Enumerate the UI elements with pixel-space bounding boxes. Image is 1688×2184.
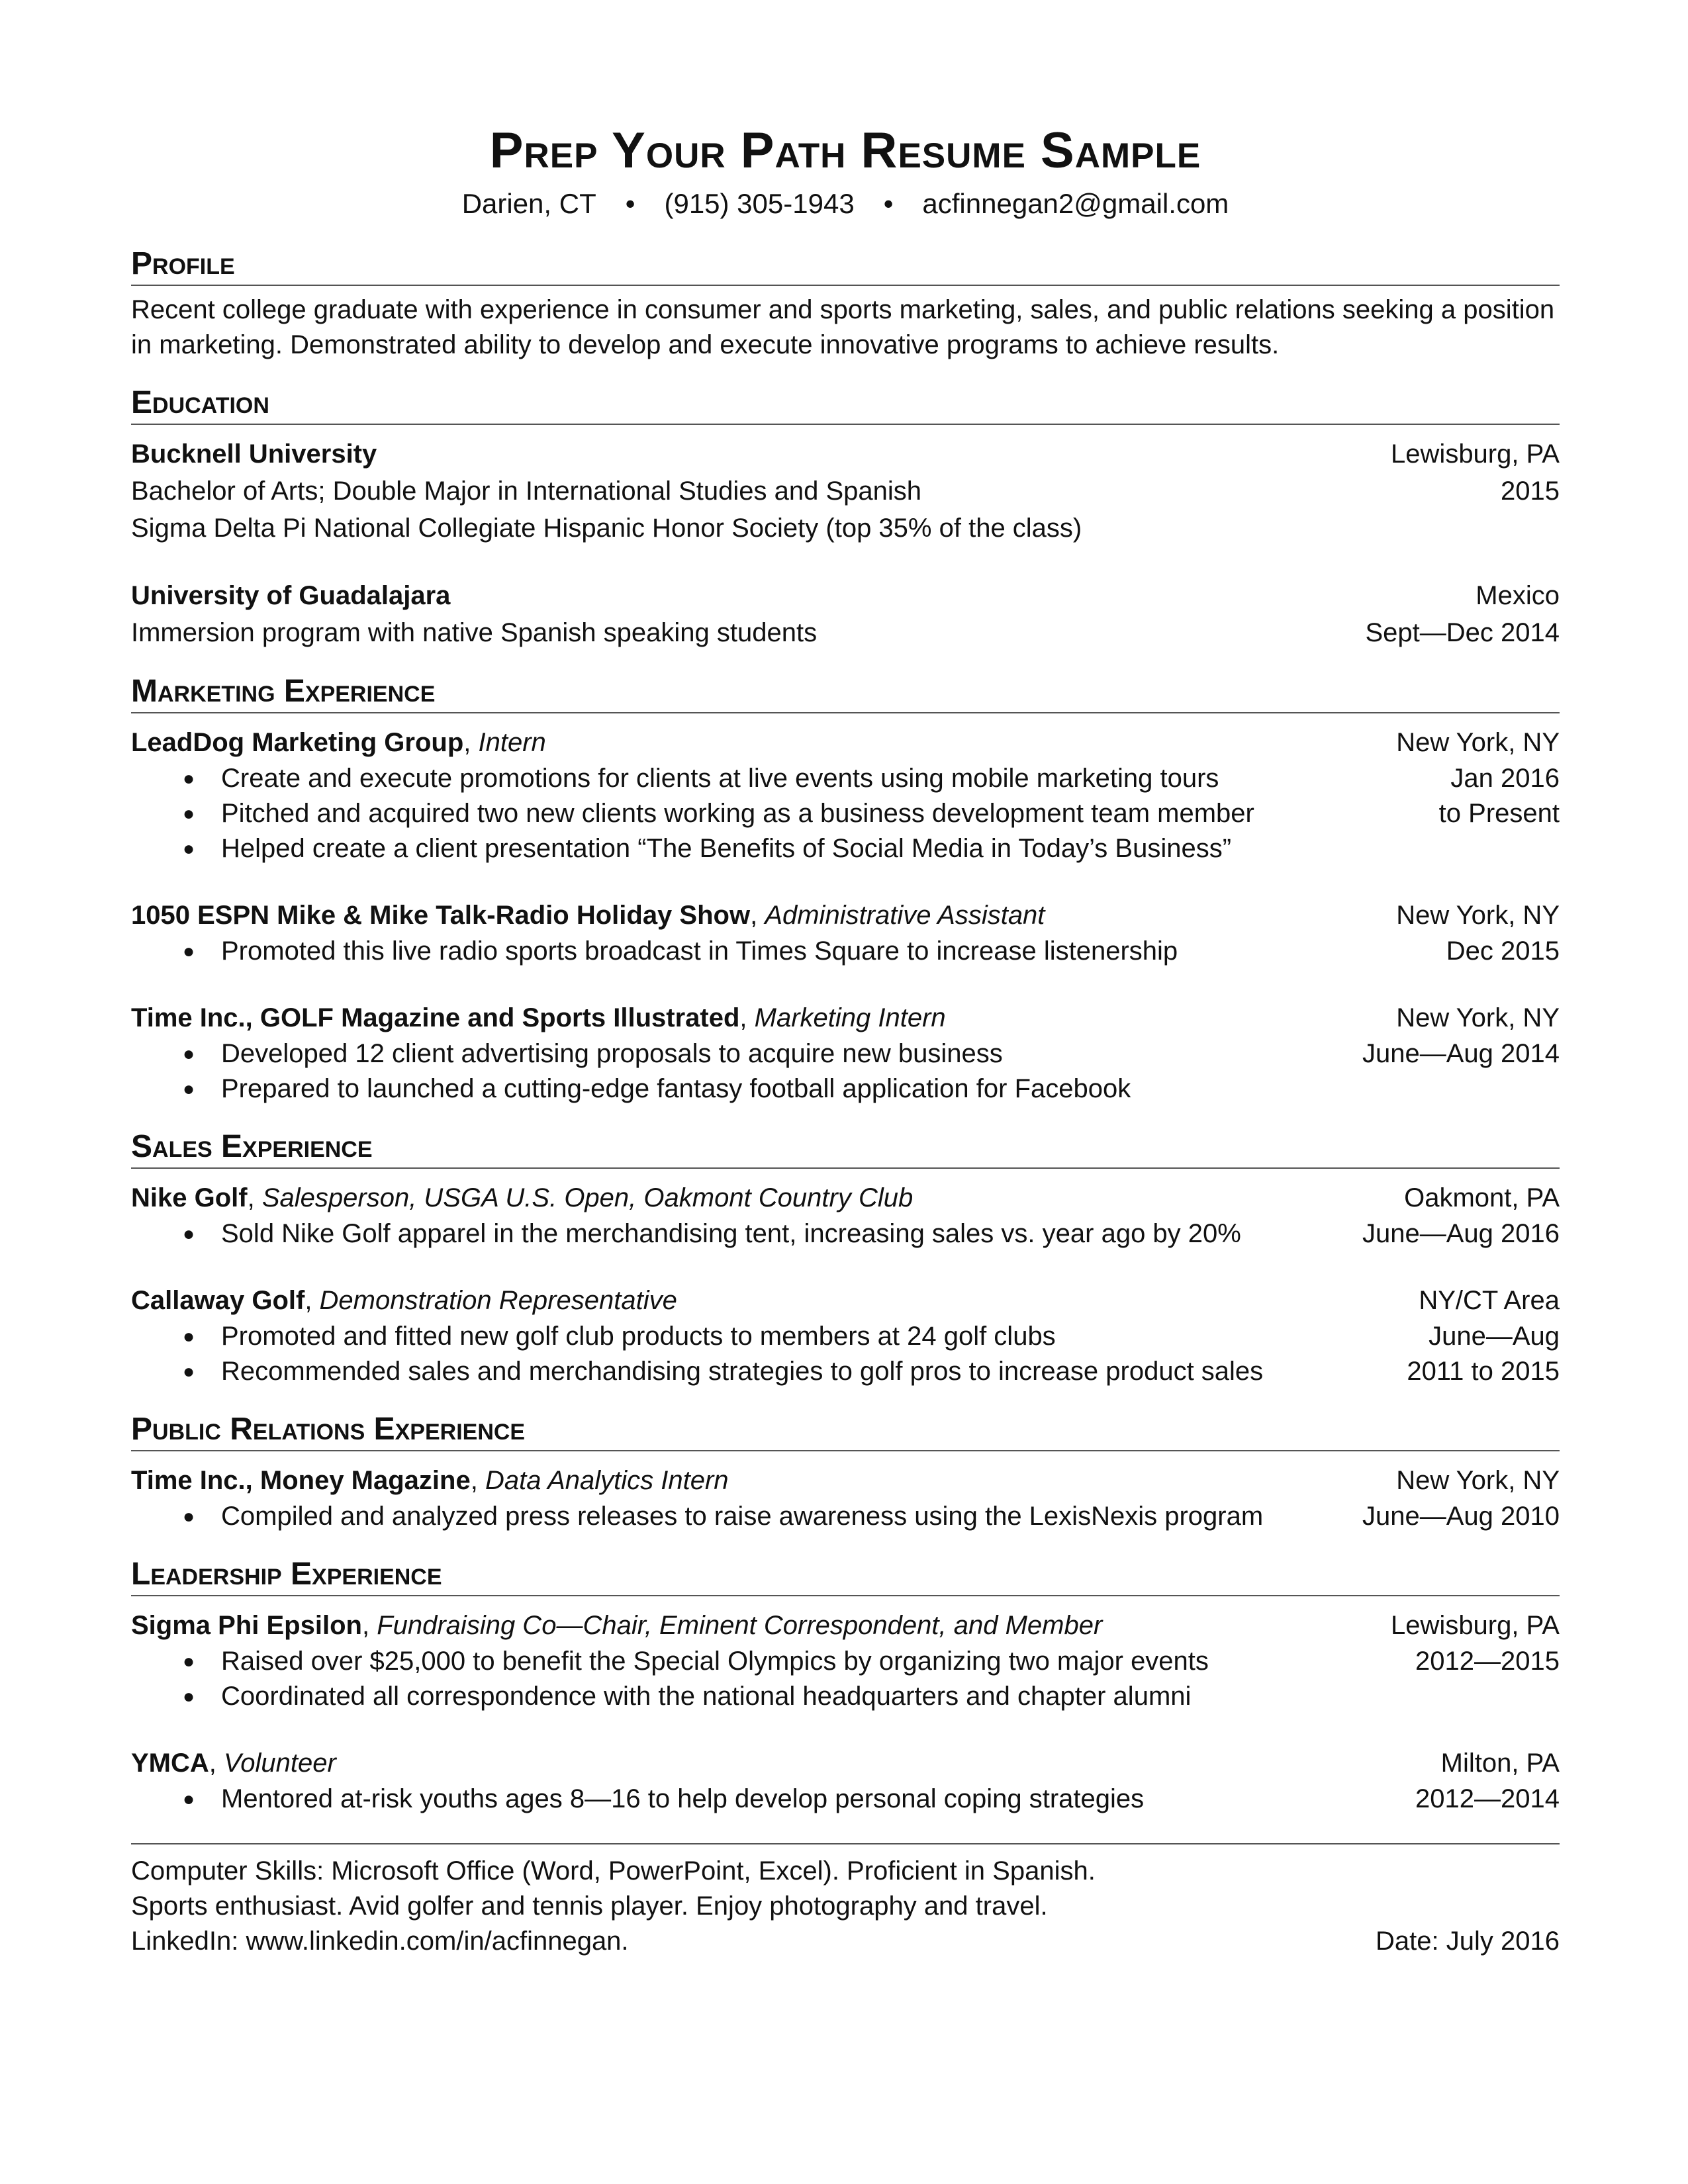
- school-name: University of Guadalajara: [131, 581, 451, 610]
- job-role: Marketing Intern: [754, 1003, 946, 1032]
- job-role: Intern: [478, 728, 546, 757]
- organization: LeadDog Marketing Group: [131, 728, 464, 757]
- bullet-item: ● Pitched and acquired two new clients working as a business development team member: [183, 799, 1254, 828]
- section-heading: Marketing Experience: [131, 651, 1560, 713]
- experience-entry: Callaway Golf, Demonstration Representative NY/CT Area ● Promoted and fitted new golf club products to members at 24 golf clubs ● Recommended sales and merchandising strategies to golf pros to increase product sales June—Aug 2011 to 2015: [131, 1282, 1560, 1389]
- job-location: New York, NY: [1396, 1466, 1560, 1495]
- bullet-item: ● Compiled and analyzed press releases to raise awareness using the LexisNexis program: [183, 1502, 1264, 1531]
- experience-entry: Sigma Phi Epsilon, Fundraising Co—Chair, Eminent Correspondent, and Member Lewisburg, PA ● Raised over $25,000 to benefit the Special Olympics by organizing two major events ● Coordinated all correspondence with the national headquarters and chapter alumni 2012—2015: [131, 1607, 1560, 1714]
- honor-society: Sigma Delta Pi National Collegiate Hispanic Honor Society (top 35% of the class): [131, 514, 1082, 543]
- job-dates: Dec 2015: [1446, 936, 1560, 966]
- resume-page: [131, 119, 1560, 1959]
- bullet-item: ● Developed 12 client advertising proposals to acquire new business: [183, 1039, 1003, 1068]
- bullet-list: [131, 934, 1178, 969]
- organization: Callaway Golf: [131, 1286, 305, 1315]
- job-dates: 2012—2014: [1415, 1784, 1560, 1813]
- bullet-list: [131, 1499, 1263, 1534]
- sales-section: [131, 1107, 1560, 1389]
- resume-date: Date: July 2016: [1376, 1927, 1560, 1956]
- graduation-year: 2015: [1501, 477, 1560, 506]
- school-location: Lewisburg, PA: [1391, 439, 1560, 469]
- section-heading: Leadership Experience: [131, 1534, 1560, 1596]
- job-location: Milton, PA: [1440, 1749, 1560, 1778]
- footer: [131, 1854, 1560, 1959]
- contact-line: [131, 184, 1560, 224]
- job-role: Demonstration Representative: [319, 1286, 677, 1315]
- job-location: NY/CT Area: [1419, 1286, 1560, 1315]
- resume-title: Prep Your Path Resume Sample: [489, 122, 1201, 179]
- section-heading: Public Relations Experience: [131, 1389, 1560, 1451]
- job-dates: 2012—2015: [1415, 1647, 1560, 1676]
- bullet-separator: •: [625, 188, 635, 219]
- school-location: Mexico: [1476, 581, 1560, 610]
- bullet-item: ● Create and execute promotions for clients at live events using mobile marketing tours: [183, 764, 1219, 793]
- bullet-list: [131, 1644, 1209, 1714]
- section-heading: Profile: [131, 224, 1560, 286]
- organization: Time Inc., Money Magazine: [131, 1466, 471, 1495]
- job-dates: Jan 2016 to Present: [1438, 764, 1560, 828]
- bullet-item: ● Sold Nike Golf apparel in the merchandising tent, increasing sales vs. year ago by 20%: [183, 1219, 1241, 1248]
- profile-section: [131, 224, 1560, 363]
- job-role: Data Analytics Intern: [485, 1466, 729, 1495]
- bullet-item: ● Promoted this live radio sports broadcast in Times Square to increase listenership: [183, 936, 1178, 966]
- job-location: New York, NY: [1396, 901, 1560, 930]
- job-location: Oakmont, PA: [1404, 1183, 1560, 1212]
- experience-entry: YMCA, Volunteer Milton, PA ● Mentored at-risk youths ages 8—16 to help develop personal coping strategies 2012—2014: [131, 1745, 1560, 1817]
- bullet-list: [131, 1319, 1263, 1389]
- job-dates: June—Aug 2016: [1362, 1219, 1560, 1248]
- organization: Nike Golf: [131, 1183, 248, 1212]
- marketing-section: [131, 651, 1560, 1107]
- bullet-list: [131, 761, 1254, 866]
- education-section: [131, 363, 1560, 651]
- organization: Time Inc., GOLF Magazine and Sports Illustrated: [131, 1003, 740, 1032]
- job-location: Lewisburg, PA: [1391, 1611, 1560, 1640]
- contact-phone: (915) 305-1943: [664, 188, 855, 219]
- section-heading: Education: [131, 363, 1560, 425]
- job-dates: June—Aug 2014: [1362, 1039, 1560, 1068]
- experience-entry: 1050 ESPN Mike & Mike Talk-Radio Holiday Show, Administrative Assistant New York, NY ● Promoted this live radio sports broadcast in Times Square to increase listenership Dec 2015: [131, 897, 1560, 969]
- public-relations-section: [131, 1389, 1560, 1534]
- experience-entry: LeadDog Marketing Group, Intern New York, NY ● Create and execute promotions for clients at live events using mobile marketing tours ● Pitched and acquired two new clients working as a business development team member ● Helped create a client presentation “The Benefits of Social Media in Today’s Business” Jan 2016 to Present: [131, 724, 1560, 866]
- job-location: New York, NY: [1396, 728, 1560, 757]
- experience-entry: Nike Golf, Salesperson, USGA U.S. Open, Oakmont Country Club Oakmont, PA ● Sold Nike Golf apparel in the merchandising tent, increasing sales vs. year ago by 20% June—Aug 2016: [131, 1179, 1560, 1251]
- bullet-item: ● Promoted and fitted new golf club products to members at 24 golf clubs: [183, 1322, 1056, 1351]
- computer-skills: Computer Skills: Microsoft Office (Word, PowerPoint, Excel). Proficient in Spanish.: [131, 1856, 1096, 1886]
- program: Immersion program with native Spanish speaking students: [131, 618, 818, 647]
- bullet-list: [131, 1782, 1144, 1817]
- program-dates: Sept—Dec 2014: [1365, 618, 1560, 647]
- bullet-list: [131, 1036, 1131, 1107]
- job-dates: June—Aug 2010: [1362, 1502, 1560, 1531]
- job-location: New York, NY: [1396, 1003, 1560, 1032]
- school-name: Bucknell University: [131, 439, 377, 469]
- leadership-section: [131, 1534, 1560, 1817]
- experience-entry: Time Inc., Money Magazine, Data Analytics Intern New York, NY ● Compiled and analyzed press releases to raise awareness using the LexisNexis program June—Aug 2010: [131, 1462, 1560, 1534]
- job-role: Fundraising Co—Chair, Eminent Correspondent, and Member: [377, 1611, 1103, 1640]
- job-dates: June—Aug 2011 to 2015: [1407, 1322, 1560, 1386]
- education-entry: [131, 435, 1560, 547]
- job-role: Administrative Assistant: [765, 901, 1045, 930]
- bullet-item: ● Coordinated all correspondence with the national headquarters and chapter alumni: [183, 1682, 1192, 1711]
- job-role: Salesperson, USGA U.S. Open, Oakmont Country Club: [261, 1183, 914, 1212]
- degree: Bachelor of Arts; Double Major in International Studies and Spanish: [131, 477, 922, 506]
- section-heading: Sales Experience: [131, 1107, 1560, 1169]
- bullet-item: ● Helped create a client presentation “The Benefits of Social Media in Today’s Business”: [183, 834, 1232, 863]
- bullet-separator: •: [883, 188, 894, 219]
- linkedin-url: LinkedIn: www.linkedin.com/in/acfinnegan.: [131, 1927, 629, 1956]
- bullet-item: ● Raised over $25,000 to benefit the Special Olympics by organizing two major events: [183, 1647, 1209, 1676]
- organization: YMCA: [131, 1749, 209, 1778]
- organization: 1050 ESPN Mike & Mike Talk-Radio Holiday Show: [131, 901, 751, 930]
- job-role: Volunteer: [224, 1749, 336, 1778]
- profile-text: Recent college graduate with experience in consumer and sports marketing, sales, and public relations seeking a position in marketing. Demonstrated ability to develop and execute innovative programs to achieve results.: [131, 295, 1555, 359]
- bullet-list: [131, 1216, 1241, 1251]
- education-entry: [131, 577, 1560, 651]
- contact-location: Darien, CT: [461, 188, 596, 219]
- bullet-item: ● Recommended sales and merchandising strategies to golf pros to increase product sales: [183, 1357, 1264, 1386]
- bullet-item: ● Prepared to launched a cutting-edge fantasy football application for Facebook: [183, 1074, 1131, 1103]
- bullet-item: ● Mentored at-risk youths ages 8—16 to help develop personal coping strategies: [183, 1784, 1145, 1813]
- interests: Sports enthusiast. Avid golfer and tennis player. Enjoy photography and travel.: [131, 1891, 1048, 1921]
- footer-divider: [131, 1843, 1560, 1844]
- experience-entry: Time Inc., GOLF Magazine and Sports Illustrated, Marketing Intern New York, NY ● Developed 12 client advertising proposals to acquire new business ● Prepared to launched a cutting-edge fantasy football application for Facebook June—Aug 2014: [131, 999, 1560, 1107]
- contact-email: acfinnegan2@gmail.com: [922, 188, 1229, 219]
- organization: Sigma Phi Epsilon: [131, 1611, 362, 1640]
